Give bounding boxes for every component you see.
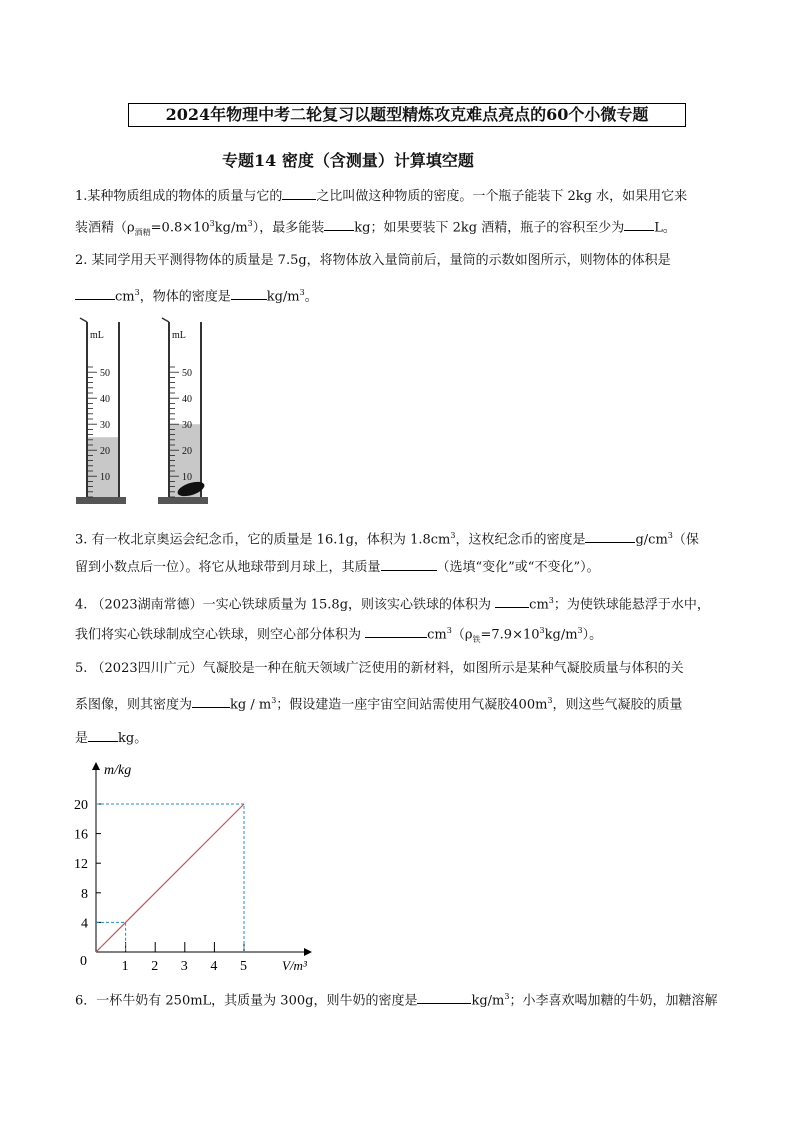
unit-label-after: mL [172, 330, 186, 341]
x-tick-label: 3 [180, 959, 188, 974]
q4-line-2: 我们将实心铁球制成空心铁球，则空心部分体积为 $cm^3(\rho_铁=7.9\times 10^3kg/m^3)$。 [75, 626, 603, 644]
unit-label-before: mL [90, 330, 104, 341]
q6-blank-1[interactable] [417, 990, 471, 1004]
mass-volume-chart [60, 752, 330, 982]
cylinder-tick-label: 20 [182, 446, 192, 458]
y-axis-label: m/kg [104, 763, 132, 778]
y-tick-label: 8 [81, 886, 88, 902]
origin-label: 0 [80, 954, 87, 969]
cylinder-tick-label: 20 [100, 446, 110, 458]
q5-line-1: 5. （2023四川广元）气凝胶是一种在航天领域广泛使用的新材料，如图所示是某种气凝胶质量与体积的关 [75, 661, 684, 676]
graduated-cylinders-figure [70, 314, 220, 510]
cylinder-tick-label: 40 [182, 394, 192, 406]
series-line [96, 804, 244, 952]
y-tick-label: 16 [74, 827, 88, 843]
q2-blank-1[interactable] [75, 286, 115, 300]
q5-line-2: 系图像，则其密度为 kg / $m^3$；假设建造一座宇宙空间站需使用气凝胶$400m^3$，则这些气凝胶的质量 [75, 696, 683, 713]
q5-blank-2[interactable] [88, 728, 118, 742]
y-tick-label: 12 [74, 857, 88, 873]
q2-line-2: $cm^3$，物体的密度是 $kg/m^3$。 [75, 284, 725, 306]
q2-line-1: 2. 某同学用天平测得物体的质量是 7.5g，将物体放入量筒前后，量筒的示数如图所示，则物体的体积是 [75, 253, 671, 268]
q1-blank-1[interactable] [282, 186, 316, 200]
cylinder-tick-label: 30 [182, 420, 192, 432]
cylinder-tick-label: 50 [182, 368, 192, 380]
q3-blank-2[interactable] [381, 557, 437, 571]
x-tick-label: 5 [240, 959, 247, 974]
q2-blank-2[interactable] [231, 286, 267, 300]
y-tick-label: 4 [81, 916, 88, 932]
cylinder-tick-label: 10 [100, 472, 110, 484]
cylinder-tick-label: 40 [100, 394, 110, 406]
q3-line-1: 3. 有一枚北京奥运会纪念币，它的质量是 16.1g，体积为 $1.8cm^3$，这枚纪念币的密度是 $g/cm^3$（保 [75, 531, 699, 548]
x-tick-label: 4 [210, 959, 218, 974]
q5-blank-1[interactable] [192, 694, 230, 708]
series-title: 2024年物理中考二轮复习以题型精炼攻克难点亮点的60个小微专题 [128, 103, 686, 127]
q3-blank-1[interactable] [585, 529, 635, 543]
q4-blank-1[interactable] [495, 594, 529, 608]
q1-line-1: 1.某种物质组成的物体的质量与它的 之比叫做这种物质的密度。一个瓶子能装下 2kg 水，如果用它来 [75, 186, 725, 206]
cylinder-tick-label: 50 [100, 368, 110, 380]
q4-blank-2[interactable] [365, 624, 427, 638]
q1-blank-3[interactable] [624, 217, 654, 231]
x-axis-label: V/m³ [282, 958, 307, 973]
x-tick-label: 1 [121, 959, 129, 974]
topic-title: 专题14 密度（含测量）计算填空题 [222, 151, 474, 170]
q3-line-2: 留到小数点后一位）。将它从地球带到月球上，其质量 （选填“变化”或“不变化”）。 [75, 557, 725, 577]
y-tick-label: 20 [74, 798, 88, 813]
cylinder-tick-label: 30 [100, 420, 110, 432]
q1-blank-2[interactable] [324, 217, 354, 231]
x-tick-label: 2 [151, 959, 159, 974]
q6-line-1: 6．一杯牛奶有 250mL，其质量为 300g，则牛奶的密度是 $kg/m^3$；小李喜欢喝加糖的牛奶，加糖溶解 [75, 992, 718, 1009]
q1-line-2: 装酒精$(\rho_{酒精}=0.8\times 10^3kg/m^3)$，最多能装 kg；如果要装下 2kg 酒精，瓶子的容积至少为 L。 [75, 219, 676, 237]
q5-line-3: 是 kg。 [75, 728, 725, 748]
cylinder-tick-label: 10 [182, 472, 192, 484]
q4-line-1: 4. （2023湖南常德）一实心铁球质量为 15.8g，则该实心铁球的体积为 $cm^3$；为使铁球能悬浮于水中， [75, 596, 710, 613]
